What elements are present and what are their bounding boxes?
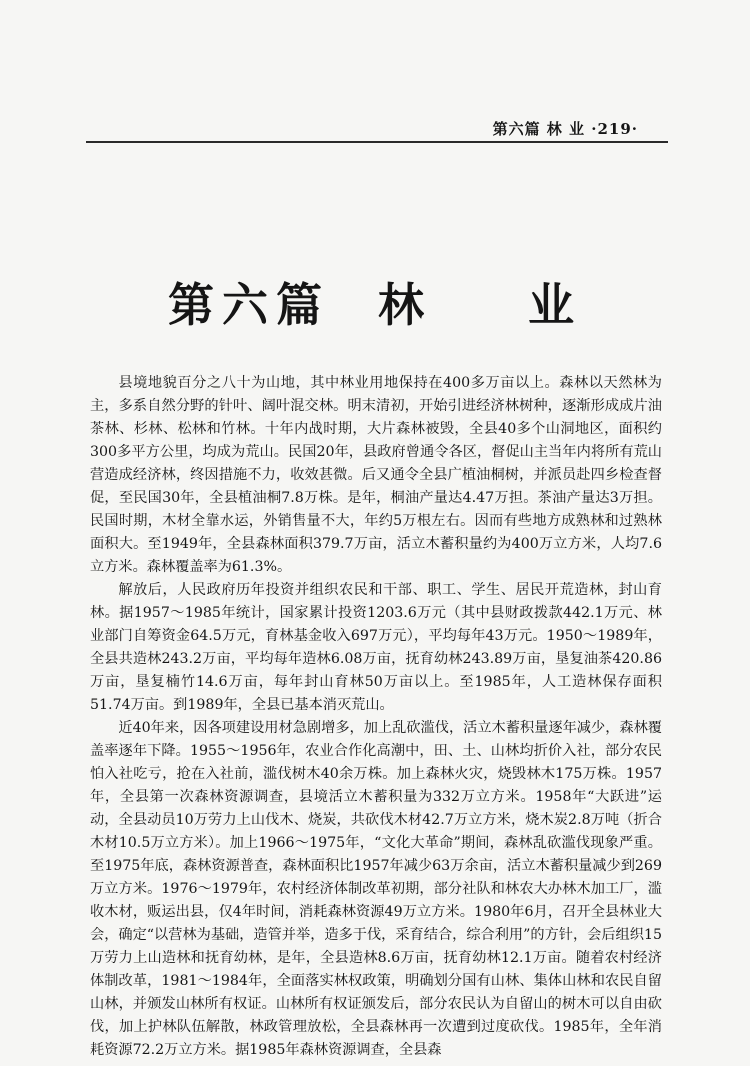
chapter-title: 第六篇 林 业 bbox=[167, 277, 583, 332]
body-text bbox=[90, 372, 662, 1062]
header-rule bbox=[86, 141, 668, 143]
paragraph: 解放后，人民政府历年投资并组织农民和干部、职工、学生、居民开荒造林，封山育林。据1957～1985年统计，国家累计投资1203.6万元（其中县财政拨款442.1万元、林业部门自筹资金64.5万元，育林基金收入697万元），平均每年43万元。1950～1989年，全县共造林243.2万亩，平均每年造林6.08万亩，抚育幼林243.89万亩，垦复油茶420.86万亩，垦复楠竹14.6万亩，每年封山育林50万亩以上。至1985年，人工造林保存面积51.74万亩。到1989年，全县已基本消灭荒山。 bbox=[90, 582, 662, 713]
paragraph: 县境地貌百分之八十为山地，其中林业用地保持在400多万亩以上。森林以天然林为主，多系自然分野的针叶、阔叶混交林。明末清初，开始引进经济林树种，逐渐形成成片油茶林、杉林、松林和竹林。十年内战时期，大片森林被毁，全县40多个山洞地区，面积约300多平方公里，均成为荒山。民国20年，县政府曾通令各区，督促山主当年内将所有荒山营造成经济林，终因措施不力，收效甚微。后又通令全县广植油桐树，并派员赴四乡检查督促，至民国30年，全县植油桐7.8万株。是年，桐油产量达4.47万担。茶油产量达3万担。民国时期，木材全靠水运，外销售量不大，年约5万根左右。因而有些地方成熟林和过熟林面积大。至1949年，全县森林面积379.7万亩，活立木蓄积量约为400万立方米，人均7.6立方米。森林覆盖率为61.3%。 bbox=[90, 375, 662, 575]
running-header: 第六篇 林 业 ·219· bbox=[492, 120, 638, 138]
paragraph: 近40年来，因各项建设用材急剧增多，加上乱砍滥伐，活立木蓄积量逐年减少，森林覆盖率逐年下降。1955～1956年，农业合作化高潮中，田、土、山林均折价入社，部分农民怕入社吃亏，抢在入社前，滥伐树木40余万株。加上森林火灾，烧毁林木175万株。1957年，全县第一次森林资源调查，县境活立木蓄积量为332万立方米。1958年“大跃进”运动，全县动员10万劳力上山伐木、烧炭，共砍伐木材42.7万立方米，烧木炭2.8万吨（折合木材10.5万立方米）。加上1966～1975年，“文化大革命”期间，森林乱砍滥伐现象严重。至1975年底，森林资源普查，森林面积比1957年减少63万余亩，活立木蓄积量减少到269万立方米。1976～1979年，农村经济体制改革初期，部分社队和林农大办林木加工厂，滥收木材，贩运出县，仅4年时间，消耗森林资源49万立方米。1980年6月，召开全县林业大会，确定“以营林为基础，造管并举，造多于伐，采育结合，综合利用”的方针，会后组织15万劳力上山造林和抚育幼林，是年，全县造林8.6万亩，抚育幼林12.1万亩。随着农村经济体制改革，1981～1984年，全面落实林权政策，明确划分国有山林、集体山林和农民自留山林，并颁发山林所有权证。山林所有权证颁发后，部分农民认为自留山的树木可以自由砍伐，加上护林队伍解散，林政管理放松，全县森林再一次遭到过度砍伐。1985年，全年消耗资源72.2万立方米。据1985年森林资源调查，全县森 bbox=[90, 720, 662, 1058]
